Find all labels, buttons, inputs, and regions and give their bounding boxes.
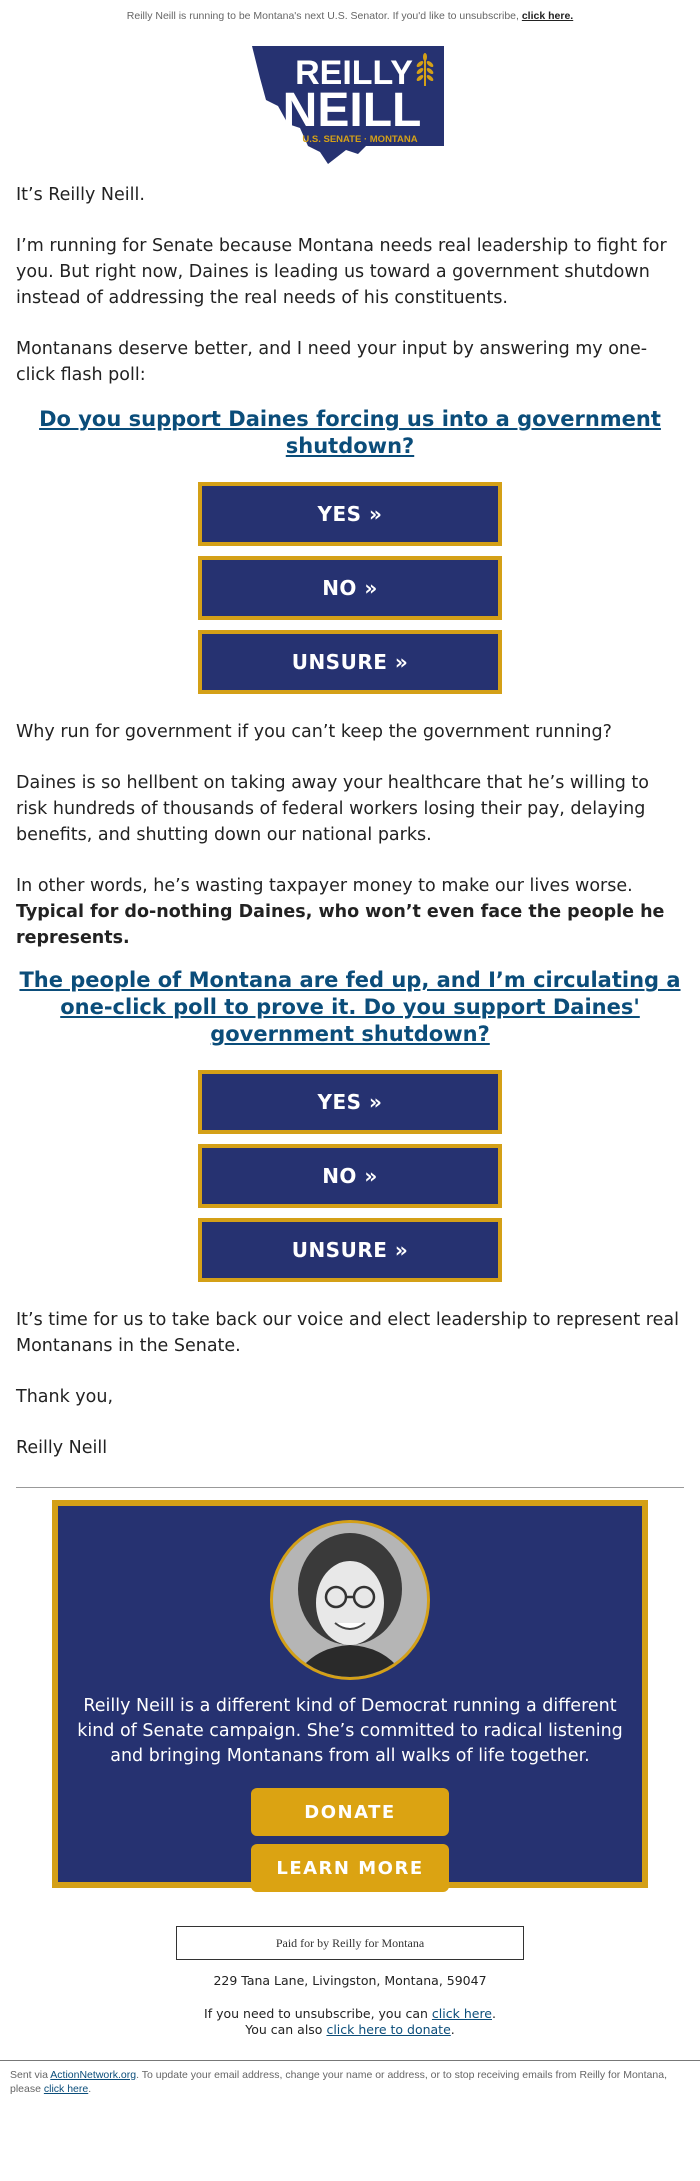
- unsubscribe-text: If you need to unsubscribe, you can: [204, 2006, 428, 2021]
- poll-no-button[interactable]: NO »: [198, 1144, 502, 1208]
- poll-buttons-1: [16, 482, 684, 694]
- footer-text: . To update your email address, change your name or address, or to stop receiving emails from Reilly for Montana, please: [10, 2069, 667, 2095]
- candidate-photo: [273, 1523, 427, 1677]
- unsubscribe-block: If you need to unsubscribe, you can click here. You can also click here to donate.: [204, 2006, 496, 2037]
- poll-buttons-2: [16, 1070, 684, 1282]
- unsubscribe-link[interactable]: click here: [431, 2006, 492, 2021]
- preheader-text: Reilly Neill is running to be Montana's next U.S. Senator. If you'd like to unsubscribe,: [126, 10, 519, 22]
- paragraph-5-bold: Typical for do-nothing Daines, who won’t even face the people he represents.: [16, 902, 665, 948]
- signoff: Thank you,: [16, 1387, 114, 1407]
- poll-question-2[interactable]: The people of Montana are fed up, and I’m circulating a one-click poll to prove it. Do you support Daines' government shutdown?: [19, 968, 681, 1046]
- campaign-logo: [248, 42, 448, 166]
- paragraph-5-text: In other words, he’s wasting taxpayer money to make our lives worse.: [16, 876, 633, 896]
- divider: [16, 1487, 684, 1488]
- bio-card: [52, 1500, 648, 1888]
- poll-no-button[interactable]: NO »: [198, 556, 502, 620]
- mailing-address: 229 Tana Lane, Livingston, Montana, 59047: [213, 1973, 487, 1988]
- poll-question-1[interactable]: Do you support Daines forcing us into a government shutdown?: [39, 407, 661, 458]
- paragraph-1: I’m running for Senate because Montana needs real leadership to fight for you. But right now, Daines is leading us toward a government shutdown instead of addressing the real needs of his constituents.: [16, 236, 667, 308]
- poll-yes-button[interactable]: YES »: [198, 1070, 502, 1134]
- paragraph-6: It’s time for us to take back our voice and elect leadership to represent real Montanans in the Senate.: [16, 1310, 679, 1356]
- paragraph-3: Why run for government if you can’t keep the government running?: [16, 722, 612, 742]
- donate-text: You can also: [245, 2022, 323, 2037]
- paid-for-disclaimer: Paid for by Reilly for Montana: [176, 1926, 524, 1960]
- avatar: [270, 1520, 430, 1680]
- donate-button[interactable]: DONATE: [251, 1788, 449, 1836]
- learn-more-button[interactable]: LEARN MORE: [251, 1844, 449, 1892]
- logo-line2: NEILL: [282, 84, 422, 137]
- footer-sent-via: Sent via: [10, 2069, 48, 2081]
- preheader-unsubscribe-link[interactable]: click here.: [521, 10, 574, 22]
- footer-manage-link[interactable]: click here: [43, 2083, 89, 2095]
- signature: Reilly Neill: [16, 1438, 108, 1458]
- logo-area: [0, 30, 700, 182]
- bio-text: Reilly Neill is a different kind of Democrat running a different kind of Senate campaign. She’s committed to radical listening and bringing Montanans from all walks of life together.: [77, 1696, 623, 1766]
- poll-unsure-button[interactable]: UNSURE »: [198, 630, 502, 694]
- poll-unsure-button[interactable]: UNSURE »: [198, 1218, 502, 1282]
- paragraph-5: [16, 873, 684, 951]
- logo-line1: REILLY: [295, 54, 413, 92]
- donate-link[interactable]: click here to donate: [326, 2022, 451, 2037]
- paragraph-2: Montanans deserve better, and I need your input by answering my one-click flash poll:: [16, 339, 648, 385]
- logo-tagline: U.S. SENATE · MONTANA: [302, 134, 418, 145]
- paragraph-4: Daines is so hellbent on taking away your healthcare that he’s willing to risk hundreds of thousands of federal workers losing their pay, delaying benefits, and shutting down our national parks.: [16, 773, 649, 845]
- footer: Sent via ActionNetwork.org. To update your email address, change your name or address, or to stop receiving emails from Reilly for Montana, please click here.: [10, 2069, 667, 2095]
- greeting: It’s Reilly Neill.: [16, 185, 145, 205]
- preheader: [0, 0, 700, 30]
- poll-yes-button[interactable]: YES »: [198, 482, 502, 546]
- actionnetwork-link[interactable]: ActionNetwork.org: [50, 2069, 137, 2081]
- email-body: [0, 182, 700, 1461]
